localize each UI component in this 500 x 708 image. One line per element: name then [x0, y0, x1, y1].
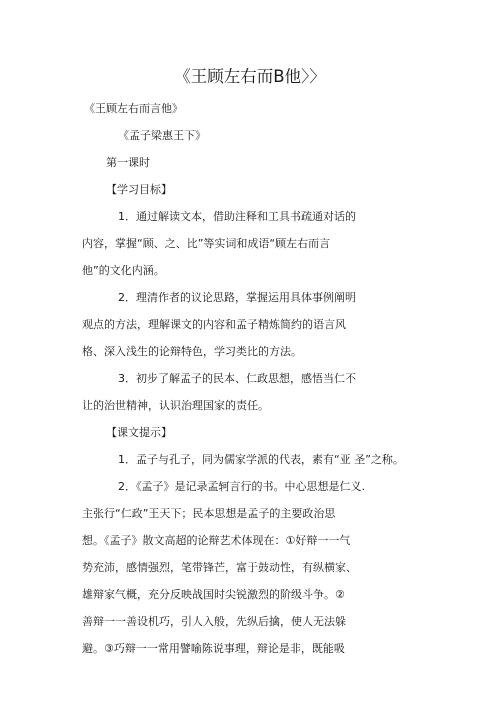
- section-heading-text-tips: 【课文提示】: [106, 426, 172, 439]
- paragraph-line: 2．《孟子》是记录孟轲言行的书。中心思想是仁义.: [118, 480, 365, 493]
- paragraph-line: 想。《孟子》散文高超的论辩艺术体现在：①好辩一一气: [82, 534, 351, 547]
- paragraph-line: 2．理清作者的议论思路，掌握运用具体事例阐明: [118, 291, 356, 304]
- paragraph-line: 1．孟子与孔子，同为儒家学派的代表，素有“亚 圣”之称。: [118, 453, 404, 466]
- paragraph-line: 1．通过解读文本，借助注释和工具书疏通对话的: [118, 210, 356, 223]
- paragraph-line: 善辩一一善设机巧，引人入般，先纵后擒，使人无法躲: [82, 615, 346, 628]
- section-heading-objectives: 【学习目标】: [106, 183, 172, 196]
- source-title: 《孟子梁惠王下》: [118, 129, 206, 142]
- paragraph-line: 主张行“仁政”王天下；民本思想是孟子的主要政治思: [82, 507, 336, 520]
- paragraph-line: 雄辩家气概，充分反映战国时尖锐激烈的阶级斗争。②: [82, 588, 345, 601]
- paragraph-line: 他”的文化内涵。: [82, 264, 165, 277]
- paragraph-line: 势充沛，感情强烈，笔带锋芒，富于鼓动性，有纵横家、: [82, 561, 357, 574]
- paragraph-line: 让的治世精神，认识治理国家的责任。: [82, 399, 269, 412]
- document-title: 《王顾左右而B他〉〉: [174, 67, 326, 86]
- paragraph-line: 内容，掌握“顾、之、比”等实词和成语“顾左右而言: [82, 237, 331, 250]
- lesson-label: 第一课时: [106, 156, 150, 169]
- paragraph-line: 格、深入浅生的论辩特色，学习类比的方法。: [82, 345, 302, 358]
- paragraph-line: 避。③巧辩一一常用譬喻陈说事理，辩论是非，既能吸: [82, 642, 345, 655]
- paragraph-line: 观点的方法，理解课文的内容和孟子精炼简约的语言风: [82, 318, 346, 331]
- subtitle: 《王顾左右而言他》: [84, 102, 183, 115]
- paragraph-line: 3．初步了解孟子的民本、仁政思想，感悟当仁不: [118, 372, 356, 385]
